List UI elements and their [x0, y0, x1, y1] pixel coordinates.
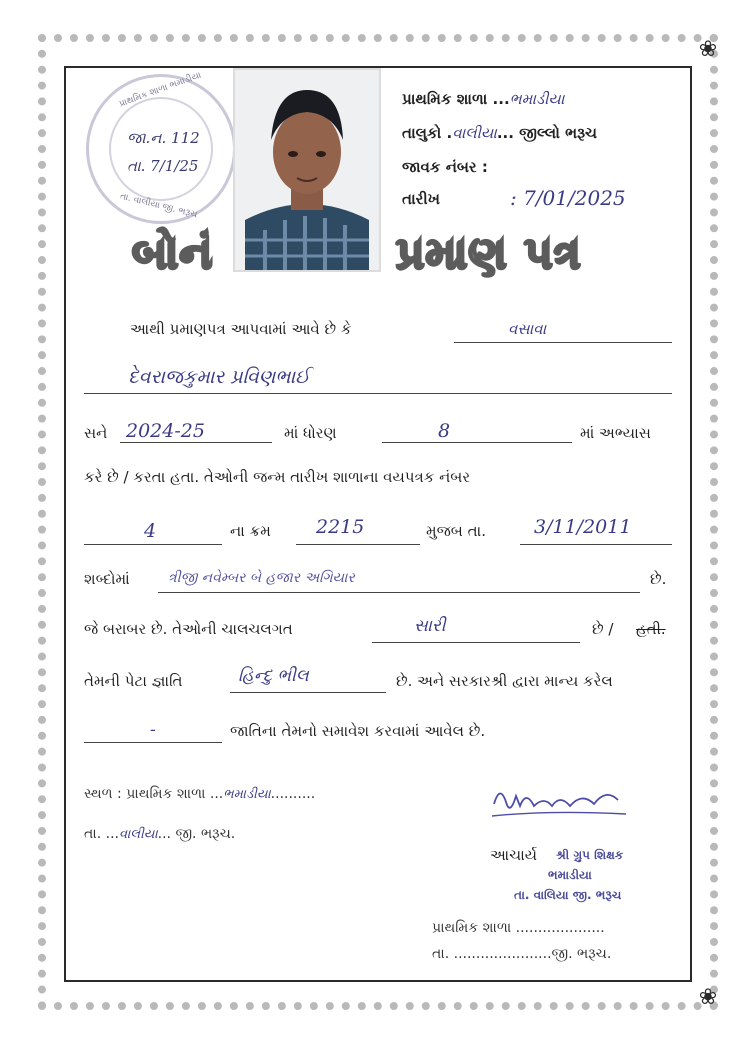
year-value: 2024-25 — [126, 420, 205, 442]
year-prefix: સને — [84, 424, 108, 442]
conduct-prefix: જે બરાબર છે. તેઓની ચાલચલગત — [84, 620, 293, 638]
header-taluka-value: વાલીયા — [452, 124, 497, 142]
student-photo-image — [235, 70, 379, 270]
category-value: - — [150, 720, 156, 740]
intro-text: આથી પ્રમાણપત્ર આપવામાં આવે છે કે — [130, 320, 352, 338]
words-label: શબ્દોમાં — [84, 570, 130, 588]
footer-place-label: સ્થળ : પ્રાથમિક શાળા ... — [84, 786, 224, 802]
footer-district-label: ... જી. ભરૂચ. — [157, 826, 236, 842]
seal-date: તા. 7/1/25 — [127, 157, 199, 175]
gender-word: વસાવા — [508, 320, 547, 338]
footer-school-label: પ્રાથમિક શાળા .................... — [432, 920, 605, 936]
std-underline — [382, 442, 572, 443]
name-underline — [84, 393, 672, 394]
signature-mark — [490, 776, 630, 826]
header-outward-label: જાવક નંબર : — [402, 158, 488, 176]
caste-prefix: તેમની પેટા જ્ઞાતિ — [84, 672, 183, 690]
footer-place-value: ભમાડીયા — [223, 787, 271, 802]
dob-value: 3/11/2011 — [534, 516, 632, 538]
school-seal — [86, 70, 236, 224]
footer-taluka-line — [84, 826, 235, 842]
header-date-label: તારીખ — [402, 190, 440, 208]
header-taluka-line — [402, 124, 597, 142]
register-underline — [84, 544, 222, 545]
header-taluka-label: તાલુકો . — [402, 124, 453, 142]
words-suffix: છે. — [650, 570, 667, 588]
footer-place-dots: .......... — [270, 786, 316, 802]
dob-words: ત્રીજી નવેમ્બર બે હજાર અગિયાર — [168, 570, 355, 586]
register-no: 4 — [144, 520, 157, 542]
header-school-value: ભમાડીયા — [509, 90, 565, 108]
year-underline — [120, 442, 272, 443]
footer-taluka-label: તા. ... — [84, 826, 119, 842]
category-suffix: જાતિના તેમનો સમાવેશ કરવામાં આવેલ છે. — [230, 722, 486, 740]
gender-underline — [454, 342, 672, 343]
caste-suffix: છે. અને સરકારશ્રી દ્વારા માન્ય કરેલ — [396, 672, 613, 690]
header-school-label: પ્રાથમિક શાળા ... — [402, 90, 510, 108]
title-left: બોનં — [132, 228, 214, 279]
conduct-value: સારી — [414, 616, 446, 636]
stamp-line3: તા. વાલિયા જી. ભરૂચ — [514, 888, 622, 902]
corner-flower-icon: ❀ — [698, 37, 718, 62]
header-district-text: ... જીલ્લો ભરૂચ — [496, 124, 598, 142]
principal-label: આચાર્ય — [490, 846, 538, 864]
header-school-line — [402, 90, 564, 108]
footer-taluka-district: તા. ......................જી. ભરૂચ. — [432, 946, 612, 962]
as-per-label: મુજબ તા. — [426, 522, 486, 540]
seal-ring-bottom: તા. વાલીયા જી. ભરૂચ — [118, 191, 199, 221]
student-name: દેવરાજકુમાર પ્રવિણભાઈ — [128, 366, 310, 388]
stamp-line2: ભમાડીયા — [548, 868, 592, 882]
footer-place-line — [84, 786, 315, 802]
student-photo — [233, 68, 381, 272]
stamp-line1: શ્રી ગ્રુપ શિક્ષક — [556, 848, 624, 862]
birth-date-sentence: કરે છે / કરતા હતા. તેઓની જન્મ તારીખ શાળાના વયપત્રક નંબર — [84, 468, 471, 486]
conduct-struck: હતી. — [636, 620, 666, 638]
conduct-suffix: છે / — [592, 620, 614, 638]
serial-label: ના ક્રમ — [230, 522, 271, 540]
dob-underline — [520, 544, 672, 545]
serial-underline — [296, 544, 420, 545]
header-date-value: : 7/01/2025 — [510, 186, 626, 210]
caste-underline — [230, 692, 386, 693]
std-value: 8 — [438, 420, 451, 442]
principal-signature — [490, 776, 630, 830]
study-suffix: માં અભ્યાસ — [580, 424, 651, 442]
seal-ring-top: પ્રાથમિક શાળા ભમાડીયા — [117, 70, 203, 110]
std-label: માં ધોરણ — [284, 424, 337, 442]
category-underline — [84, 742, 222, 743]
seal-inner-ring — [109, 97, 213, 201]
footer-taluka-value: વાલીયા — [118, 827, 158, 842]
serial-value: 2215 — [316, 516, 365, 538]
corner-flower-icon: ❀ — [698, 985, 718, 1010]
words-underline — [158, 592, 640, 593]
caste-value: હિન્દુ ભીલ — [238, 666, 309, 686]
seal-number: જા.ન. 112 — [127, 129, 200, 147]
conduct-underline — [372, 642, 580, 643]
title-right: પ્રમાણ પત્ર — [396, 228, 582, 279]
